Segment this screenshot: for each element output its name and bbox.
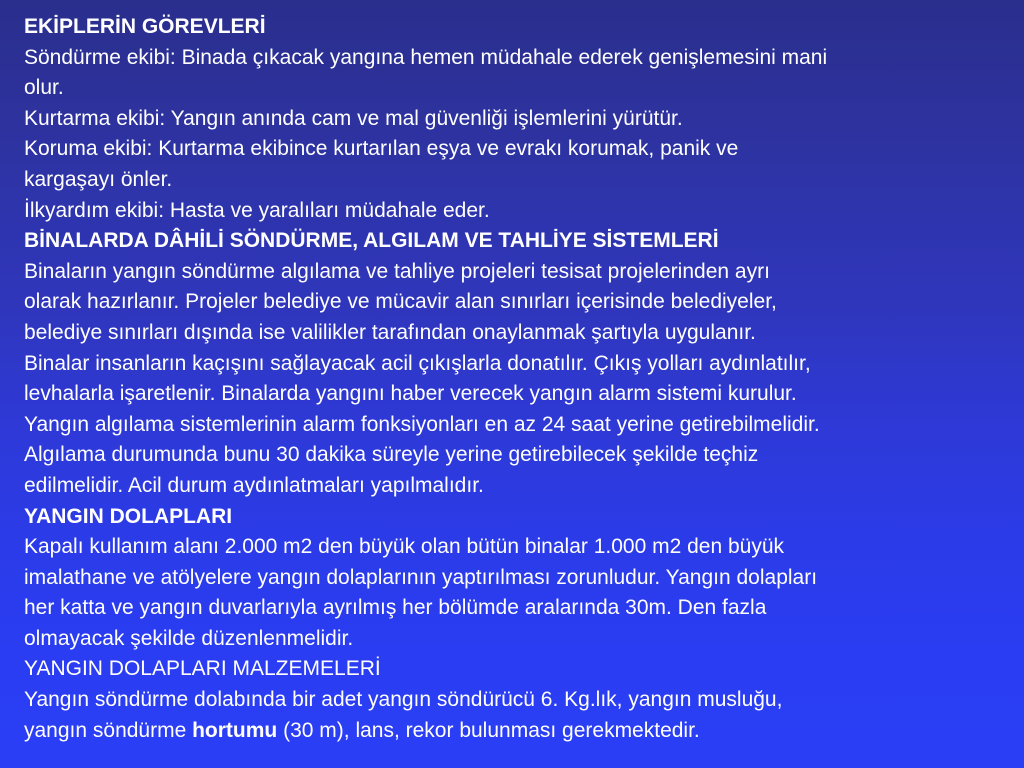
text-line: her katta ve yangın duvarlarıyla ayrılmış her bölümde aralarında 30m. Den fazla [24, 596, 767, 620]
text-line: Algılama durumunda bunu 30 dakika süreyle yerine getirebilecek şekilde teçhiz [24, 443, 759, 467]
text-line: Binaların yangın söndürme algılama ve tahliye projeleri tesisat projelerinden ayrı [24, 259, 770, 283]
text-line: olur. [24, 76, 64, 100]
text-line: olarak hazırlanır. Projeler belediye ve mücavir alan sınırları içerisinde belediyeler, [24, 290, 777, 314]
text-segment: yangın söndürme [24, 718, 193, 742]
text-line: imalathane ve atölyelere yangın dolaplarının yaptırılması zorunludur. Yangın dolapları [24, 565, 818, 589]
text-line: Kurtarma ekibi: Yangın anında cam ve mal güvenliği işlemlerini yürütür. [24, 106, 683, 130]
text-line: Kapalı kullanım alanı 2.000 m2 den büyük olan bütün binalar 1.000 m2 den büyük [24, 535, 785, 559]
text-line: Söndürme ekibi: Binada çıkacak yangına hemen müdahale ederek genişlemesini mani [24, 45, 828, 69]
heading-ekiplerin-gorevleri: EKİPLERİN GÖREVLERİ [24, 15, 266, 38]
text-line: levhalarla işaretlenir. Binalarda yangını haber verecek yangın alarm sistemi kurulur. [24, 382, 797, 406]
text-line-last [24, 716, 1014, 747]
subheading-yangin-dolaplari-malzemeleri: YANGIN DOLAPLARI MALZEMELERİ [24, 657, 381, 681]
text-line: kargaşayı önler. [24, 167, 173, 191]
text-line: edilmelidir. Acil durum aydınlatmaları yapılmalıdır. [24, 473, 484, 497]
text-line: Binalar insanların kaçışını sağlayacak acil çıkışlarla donatılır. Çıkış yolları aydınlatılır, [24, 351, 811, 375]
text-line: Yangın söndürme dolabında bir adet yangın söndürücü 6. Kg.lık, yangın musluğu, [24, 688, 783, 712]
slide-text-body [24, 12, 1014, 746]
text-line: olmayacak şekilde düzenlenmelidir. [24, 626, 354, 650]
heading-binalarda-sistemler: BİNALARDA DÂHİLİ SÖNDÜRME, ALGILAM VE TAHLİYE SİSTEMLERİ [24, 229, 719, 253]
text-segment: (30 m), lans, rekor bulunması gerekmektedir. [277, 718, 700, 742]
bold-word-hortumu: hortumu [192, 718, 278, 742]
text-line: belediye sınırları dışında ise valilikler tarafından onaylanmak şartıyla uygulanır. [24, 320, 756, 344]
text-line: İlkyardım ekibi: Hasta ve yaralıları müdahale eder. [24, 198, 490, 222]
text-line: Koruma ekibi: Kurtarma ekibince kurtarılan eşya ve evrakı korumak, panik ve [24, 137, 739, 161]
text-line: Yangın algılama sistemlerinin alarm fonksiyonları en az 24 saat yerine getirebilmelidir. [24, 412, 820, 436]
heading-yangin-dolaplari: YANGIN DOLAPLARI [24, 504, 233, 528]
